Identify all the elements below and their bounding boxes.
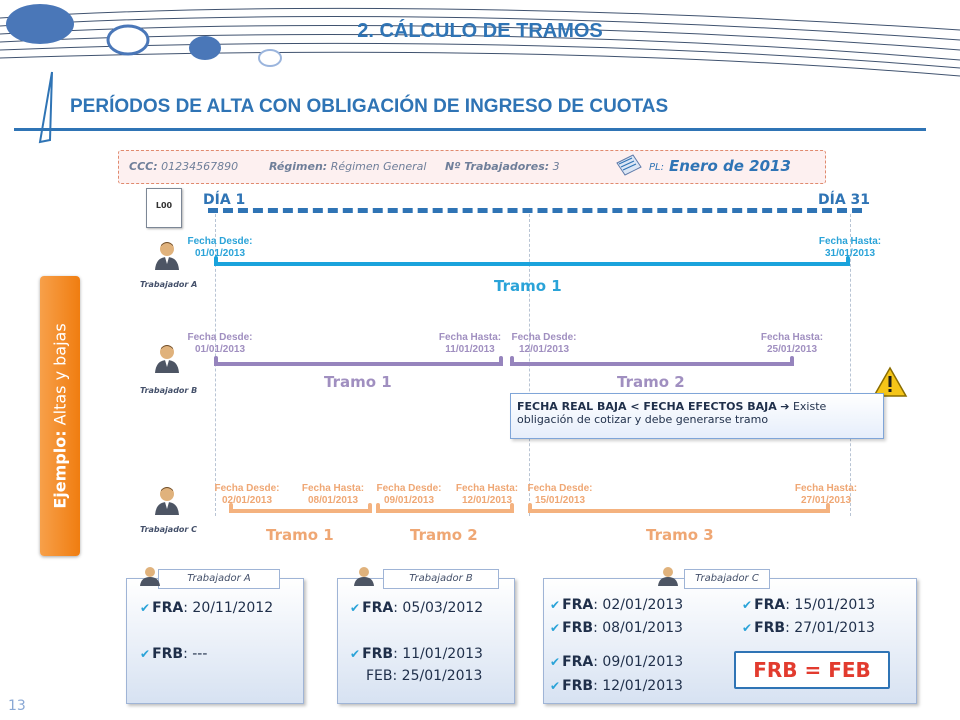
regimen-field: Régimen: Régimen General — [269, 160, 427, 173]
worker-a-hasta: Fecha Hasta: 31/01/2013 — [818, 236, 882, 259]
check-icon: ✔ — [140, 647, 151, 661]
pl-label: PL: — [649, 162, 664, 173]
worker-c-hasta-2: Fecha Hasta: 12/01/2013 — [455, 483, 519, 506]
panel-a-tag: Trabajador A — [158, 569, 280, 589]
panel-c-line-3: ✔ FRA: 09/01/2013 — [550, 654, 684, 670]
bar-a-1 — [216, 258, 848, 264]
worker-c-tramo-1: Tramo 1 — [266, 526, 334, 544]
panel-c-line-2: ✔ FRB: 08/01/2013 — [550, 620, 683, 636]
worker-a-label: Trabajador A — [140, 280, 198, 289]
worker-b-hasta-1: Fecha Hasta: 11/01/2013 — [438, 332, 502, 355]
page-number: 13 — [8, 698, 26, 714]
panel-c-line-6: ✔ FRB: 27/01/2013 — [742, 620, 875, 636]
panel-c-line-4: ✔ FRB: 12/01/2013 — [550, 678, 683, 694]
panel-b-line-2: ✔ FRB: 11/01/2013 — [350, 646, 483, 662]
worker-c-desde-3: Fecha Desde: 15/01/2013 — [527, 483, 593, 506]
worker-c-label: Trabajador C — [140, 525, 198, 534]
worker-a-desde: Fecha Desde: 01/01/2013 — [187, 236, 253, 259]
worker-a-tramo-1: Tramo 1 — [494, 277, 562, 295]
worker-b-hasta-2: Fecha Hasta: 25/01/2013 — [760, 332, 824, 355]
bar-c-3 — [530, 505, 828, 511]
worker-b-desde-1: Fecha Desde: 01/01/2013 — [187, 332, 253, 355]
panel-c-line-5: ✔ FRA: 15/01/2013 — [742, 597, 876, 613]
check-icon: ✔ — [350, 601, 361, 615]
worker-c-desde-1: Fecha Desde: 02/01/2013 — [214, 483, 280, 506]
person-icon — [656, 566, 680, 586]
day-end-label: DÍA 31 — [818, 192, 871, 208]
check-icon: ✔ — [550, 679, 561, 693]
person-icon — [352, 566, 376, 586]
example-side-text: Ejemplo: Altas y bajas — [50, 323, 70, 509]
bar-c-1 — [231, 505, 370, 511]
check-icon: ✔ — [742, 621, 753, 635]
day-start-label: DÍA 1 — [203, 192, 246, 208]
check-icon: ✔ — [742, 598, 753, 612]
worker-b-tramo-1: Tramo 1 — [324, 373, 392, 391]
panel-b-line-1: ✔ FRA: 05/03/2012 — [350, 600, 484, 616]
worker-c-tramo-3: Tramo 3 — [646, 526, 714, 544]
check-icon: ✔ — [350, 647, 361, 661]
document-icon: L00 — [146, 188, 182, 228]
check-icon: ✔ — [550, 621, 561, 635]
panel-a-line-1: ✔ FRA: 20/11/2012 — [140, 600, 274, 616]
worker-c-desde-2: Fecha Desde: 09/01/2013 — [376, 483, 442, 506]
check-icon: ✔ — [550, 598, 561, 612]
ccc-field: CCC: 01234567890 — [129, 160, 239, 173]
worker-c-hasta-1: Fecha Hasta: 08/01/2013 — [301, 483, 365, 506]
pl-value: Enero de 2013 — [669, 157, 791, 175]
worker-b-desde-2: Fecha Desde: 12/01/2013 — [511, 332, 577, 355]
bar-b-2 — [512, 358, 792, 364]
panel-c-line-1: ✔ FRA: 02/01/2013 — [550, 597, 684, 613]
trabajadores-field: Nº Trabajadores: 3 — [445, 160, 560, 173]
worker-b-label: Trabajador B — [140, 386, 198, 395]
worker-b-tramo-2: Tramo 2 — [617, 373, 685, 391]
bar-c-2 — [378, 505, 512, 511]
callout-box: FECHA REAL BAJA < FECHA EFECTOS BAJA ➔ Existe obligación de cotizar y debe generarse tramo — [510, 393, 884, 439]
check-icon: ✔ — [140, 601, 151, 615]
page-title: 2. CÁLCULO DE TRAMOS — [357, 20, 603, 42]
panel-b-tag: Trabajador B — [383, 569, 499, 589]
page-subtitle: PERÍODOS DE ALTA CON OBLIGACIÓN DE INGRESO DE CUOTAS — [70, 96, 669, 117]
bar-b-1 — [216, 358, 501, 364]
panel-b-feb: FEB: 25/01/2013 — [366, 668, 483, 684]
frb-feb-highlight: FRB = FEB — [734, 651, 890, 689]
panel-worker-a — [126, 578, 304, 704]
person-icon — [138, 566, 162, 586]
worker-c-hasta-3: Fecha Hasta: 27/01/2013 — [794, 483, 858, 506]
panel-a-line-2: ✔ FRB: --- — [140, 646, 208, 662]
check-icon: ✔ — [550, 655, 561, 669]
worker-c-tramo-2: Tramo 2 — [410, 526, 478, 544]
panel-c-tag: Trabajador C — [684, 569, 770, 589]
panel-worker-b — [337, 578, 515, 704]
